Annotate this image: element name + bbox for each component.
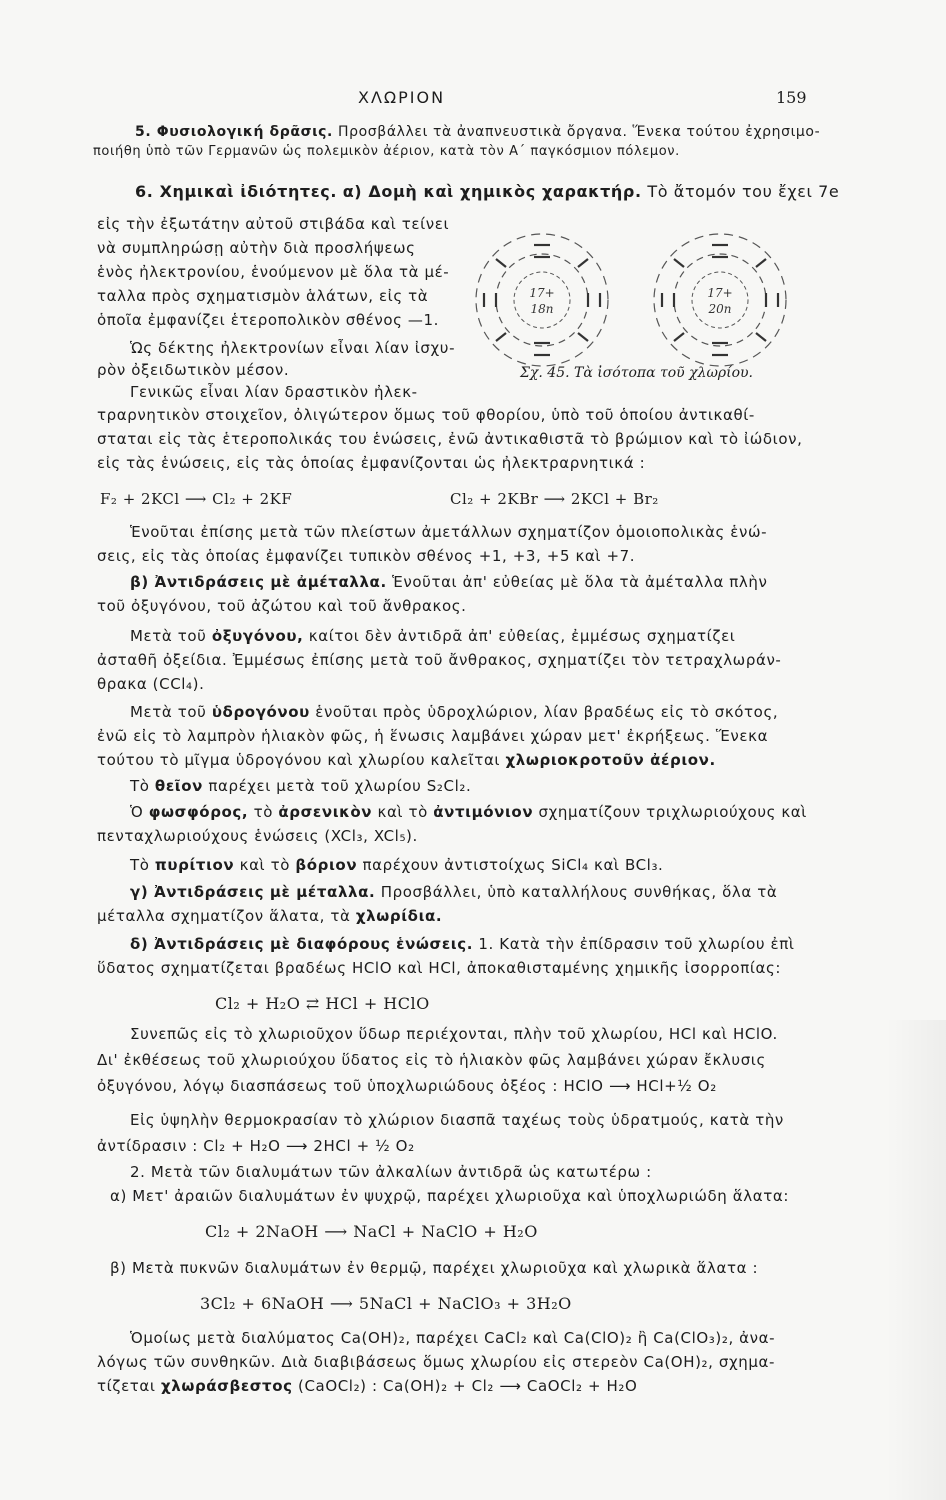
text-line: Συνεπῶς εἰς τὸ χλωριοῦχον ὕδωρ περιέχονται, πλὴν τοῦ χλωρίου, HCl καὶ HClO. — [130, 1025, 778, 1043]
hyd-bold: ὑδρογόνου — [211, 703, 310, 721]
beta-line — [130, 572, 768, 592]
middle-shell — [496, 254, 588, 346]
text-line: θρακα (CCl₄). — [97, 675, 205, 693]
si-bold2: βόριον — [295, 856, 358, 874]
atom1-neutrons: 18n — [530, 302, 554, 316]
beta-text: Ἑνοῦται ἀπ' εὐθείας μὲ ὅλα τὰ ἀμέταλλα πλὴν — [392, 573, 768, 591]
equation-naoh-hot: 3Cl₂ + 6NaOH ⟶ 5NaCl + NaClO₃ + 3H₂O — [200, 1294, 572, 1313]
gamma-heading: γ) Ἀντιδράσεις μὲ μέταλλα. — [130, 883, 376, 901]
ca3-rest: (CaOCl₂) : Ca(OH)₂ + Cl₂ ⟶ CaOCl₂ + H₂O — [298, 1377, 638, 1395]
electron-marks — [662, 245, 778, 355]
nucleus — [692, 272, 748, 328]
phos-bold2: ἀρσενικὸν — [278, 803, 373, 821]
atom-cl35-diagram — [462, 225, 622, 375]
ca3-pre: τίζεται — [97, 1377, 156, 1395]
equation-naoh-cold: Cl₂ + 2NaOH ⟶ NaCl + NaClO + H₂O — [205, 1222, 538, 1241]
figure-caption: Σχ. 45. Τὰ ἰσότοπα τοῦ χλωρίου. — [520, 365, 754, 381]
page-number: 159 — [776, 88, 807, 107]
gamma2-pre: μέταλλα σχηματίζον ἅλατα, τὰ — [97, 907, 351, 925]
hyd-pre: Μετὰ τοῦ — [130, 703, 207, 721]
sulf-bold: θεῖον — [154, 777, 203, 795]
section5-text: Προσβάλλει τὰ ἀναπνευστικὰ ὄργανα. Ἕνεκα τούτου ἐχρησιμο- — [338, 124, 821, 140]
delta-line — [130, 934, 795, 954]
text-line: Ὁμοίως μετὰ διαλύματος Ca(OH)₂, παρέχει CaCl₂ καὶ Ca(ClO)₂ ἢ Ca(ClO₃)₂, ἀνα- — [130, 1329, 776, 1347]
text-line: Γενικῶς εἶναι λίαν δραστικὸν ἠλεκ- — [130, 383, 418, 401]
section5-line2: ποιήθη ὑπὸ τῶν Γερμανῶν ὡς πολεμικὸν ἀέριον, κατὰ τὸν Α΄ παγκόσμιον πόλεμον. — [93, 144, 680, 159]
silicon-line — [130, 855, 663, 875]
text-line: εἰς τὰς ἑνώσεις, εἰς τὰς ὁποίας ἐμφανίζονται ὡς ἠλεκτραρνητικά : — [97, 454, 646, 472]
phos-bold1: φωσφόρος, — [148, 803, 249, 821]
hyd3-bold: χλωριοκροτοῦν ἀέριον. — [505, 751, 716, 769]
nucleus — [514, 272, 570, 328]
text-line: τραρνητικὸν στοιχεῖον, ὀλιγώτερον ὅμως τοῦ φθορίου, ὑπὸ τοῦ ὁποίου ἀντικαθί- — [97, 406, 755, 424]
text-line: ταλλα πρὸς σχηματισμὸν ἁλάτων, εἰς τὰ — [97, 287, 429, 305]
text-line: ἑνὸς ἠλεκτρονίου, ἑνούμενον μὲ ὅλα τὰ μέ- — [97, 263, 450, 281]
oxygen-line — [130, 626, 735, 646]
running-header: ΧΛΩΡΙΟΝ — [358, 88, 446, 107]
text-line: εἰς τὴν ἐξωτάτην αὐτοῦ στιβάδα καὶ τείνει — [97, 215, 450, 233]
text-line: Εἰς ὑψηλὴν θερμοκρασίαν τὸ χλώριον διασπᾶ ταχέως τοὺς ὑδρατμούς, κατὰ τὴν — [130, 1111, 784, 1129]
hydrogen-line — [130, 702, 778, 722]
text-line: ὁποῖα ἐμφανίζει ἑτεροπολικὸν σθένος —1. — [97, 311, 440, 329]
delta-rest: 1. Κατὰ τὴν ἐπίδρασιν τοῦ χλωρίου ἐπὶ — [478, 935, 795, 953]
si-rest: παρέχουν ἀντιστοίχως SiCl₄ καὶ BCl₃. — [362, 856, 664, 874]
gamma-line — [130, 882, 777, 902]
text-line: ἐνῶ εἰς τὸ λαμπρὸν ἡλιακὸν φῶς, ἡ ἕνωσις λαμβάνει χώραν μετ' ἐκρήξεως. Ἕνεκα — [97, 727, 769, 745]
bleach-line — [97, 1376, 637, 1396]
text-line: λόγως τῶν συνθηκῶν. Διὰ διαβιβάσεως ὅμως χλωρίου εἰς στερεὸν Ca(OH)₂, σχημα- — [97, 1353, 776, 1371]
text-line: ρὸν ὀξειδωτικὸν μέσον. — [97, 361, 290, 379]
section6-line1 — [135, 182, 839, 202]
text-line: ὕδατος σχηματίζεται βραδέως HClO καὶ HCl, ἀποκαθισταμένης χημικῆς ἰσορροπίας: — [97, 959, 782, 977]
hyd-rest: ἑνοῦται πρὸς ὑδροχλώριον, λίαν βραδέως εἰς τὸ σκότος, — [315, 703, 779, 721]
phos-pre: Ὁ — [130, 803, 144, 821]
gamma2-bold: χλωρίδια. — [355, 907, 443, 925]
text-line: ἀντίδρασιν : Cl₂ + H₂O ⟶ 2HCl + ½ O₂ — [97, 1137, 415, 1155]
section6-subheading: α) Δομὴ καὶ χημικὸς χαρακτήρ. — [342, 182, 642, 201]
text-line: β) Μετὰ πυκνῶν διαλυμάτων ἐν θερμῷ, παρέχει χλωριοῦχα καὶ χλωρικὰ ἅλατα : — [110, 1259, 759, 1277]
section6-line1-rest: Τὸ ἄτομόν του ἔχει 7e — [647, 182, 840, 201]
equation-fluorine: F₂ + 2KCl ⟶ Cl₂ + 2KF — [100, 490, 293, 508]
text-line: πενταχλωριούχους ἑνώσεις (XCl₃, XCl₅). — [97, 827, 418, 845]
si-bold1: πυρίτιον — [154, 856, 235, 874]
phos-bold3: ἀντιμόνιον — [433, 803, 534, 821]
gamma-line2 — [97, 906, 442, 926]
beta-heading: β) Ἀντιδράσεις μὲ ἀμέταλλα. — [130, 573, 387, 591]
text-line: Δι' ἐκθέσεως τοῦ χλωριούχου ὕδατος εἰς τὸ ἡλιακὸν φῶς λαμβάνει χώραν ἔκλυσις — [97, 1051, 766, 1069]
atom2-neutrons: 20n — [708, 302, 732, 316]
text-line: α) Μετ' ἀραιῶν διαλυμάτων ἐν ψυχρῷ, παρέχει χλωριοῦχα καὶ ὑποχλωριώδη ἅλατα: — [110, 1187, 789, 1205]
text-line: ὀξυγόνου, λόγῳ διασπάσεως τοῦ ὑποχλωριώδους ὀξέος : HClO ⟶ HCl+½ O₂ — [97, 1077, 717, 1095]
sulf-pre: Τὸ — [130, 777, 150, 795]
oxy-bold: ὀξυγόνου, — [211, 627, 304, 645]
text-line: σεις, εἰς τὰς ὁποίας ἐμφανίζει τυπικὸν σθένος +1, +3, +5 καὶ +7. — [97, 547, 636, 565]
section6-heading: 6. Χημικαὶ ἰδιότητες. — [135, 182, 338, 201]
atom1-protons: 17+ — [529, 286, 555, 300]
section5-line1 — [135, 122, 820, 142]
delta-heading: δ) Ἀντιδράσεις μὲ διαφόρους ἑνώσεις. — [130, 935, 474, 953]
atom-cl37-diagram — [640, 225, 800, 375]
text-line: Ἑνοῦται ἐπίσης μετὰ τῶν πλείστων ἀμετάλλων σχηματίζον ὁμοιοπολικὰς ἑνώ- — [130, 523, 768, 541]
equation-hydrolysis: Cl₂ + H₂O ⇄ HCl + HClO — [215, 994, 430, 1013]
ca3-bold: χλωράσβεστος — [160, 1377, 293, 1395]
si-pre: Τὸ — [130, 856, 150, 874]
middle-shell — [674, 254, 766, 346]
text-line: νὰ συμπληρώσῃ αὐτὴν διὰ προσλήψεως — [97, 239, 416, 257]
text-line: 2. Μετὰ τῶν διαλυμάτων τῶν ἀλκαλίων ἀντιδρᾶ ὡς κατωτέρω : — [130, 1163, 652, 1181]
sulf-rest: παρέχει μετὰ τοῦ χλωρίου S₂Cl₂. — [208, 777, 472, 795]
text-line: Ὡς δέκτης ἠλεκτρονίων εἶναι λίαν ἰσχυ- — [130, 339, 456, 357]
phos-mid2: καὶ τὸ — [377, 803, 428, 821]
phos-mid: τὸ — [253, 803, 274, 821]
oxy-pre: Μετὰ τοῦ — [130, 627, 207, 645]
sulfur-line — [130, 776, 471, 796]
text-line: τοῦ ὀξυγόνου, τοῦ ἀζώτου καὶ τοῦ ἄνθρακος. — [97, 597, 467, 615]
electron-marks — [484, 245, 600, 355]
gamma-rest: Προσβάλλει, ὑπὸ καταλλήλους συνθήκας, ὅλα τὰ — [380, 883, 778, 901]
text-line: σταται εἰς τὰς ἑτεροπολικάς του ἑνώσεις, ἐνῶ ἀντικαθιστᾶ τὸ βρώμιον καὶ τὸ ἰώδιον, — [97, 430, 803, 448]
phosphorus-line — [130, 802, 807, 822]
page-edge-shadow — [886, 1020, 946, 1500]
text-line: ἀσταθῆ ὀξείδια. Ἐμμέσως ἐπίσης μετὰ τοῦ ἄνθρακος, σχηματίζει τὸν τετραχλωράν- — [97, 651, 782, 669]
hydrogen-line3 — [97, 750, 716, 770]
hyd3-pre: τούτου τὸ μῖγμα ὑδρογόνου καὶ χλωρίου καλεῖται — [97, 751, 501, 769]
si-mid: καὶ τὸ — [239, 856, 291, 874]
section5-heading: 5. Φυσιολογική δρᾶσις. — [135, 124, 333, 140]
phos-rest: σχηματίζουν τριχλωριούχους καὶ — [538, 803, 807, 821]
equation-bromide: Cl₂ + 2KBr ⟶ 2KCl + Br₂ — [450, 490, 659, 508]
oxy-rest: καίτοι δὲν ἀντιδρᾶ ἀπ' εὐθείας, ἐμμέσως σχηματίζει — [308, 627, 736, 645]
atom2-protons: 17+ — [707, 286, 733, 300]
